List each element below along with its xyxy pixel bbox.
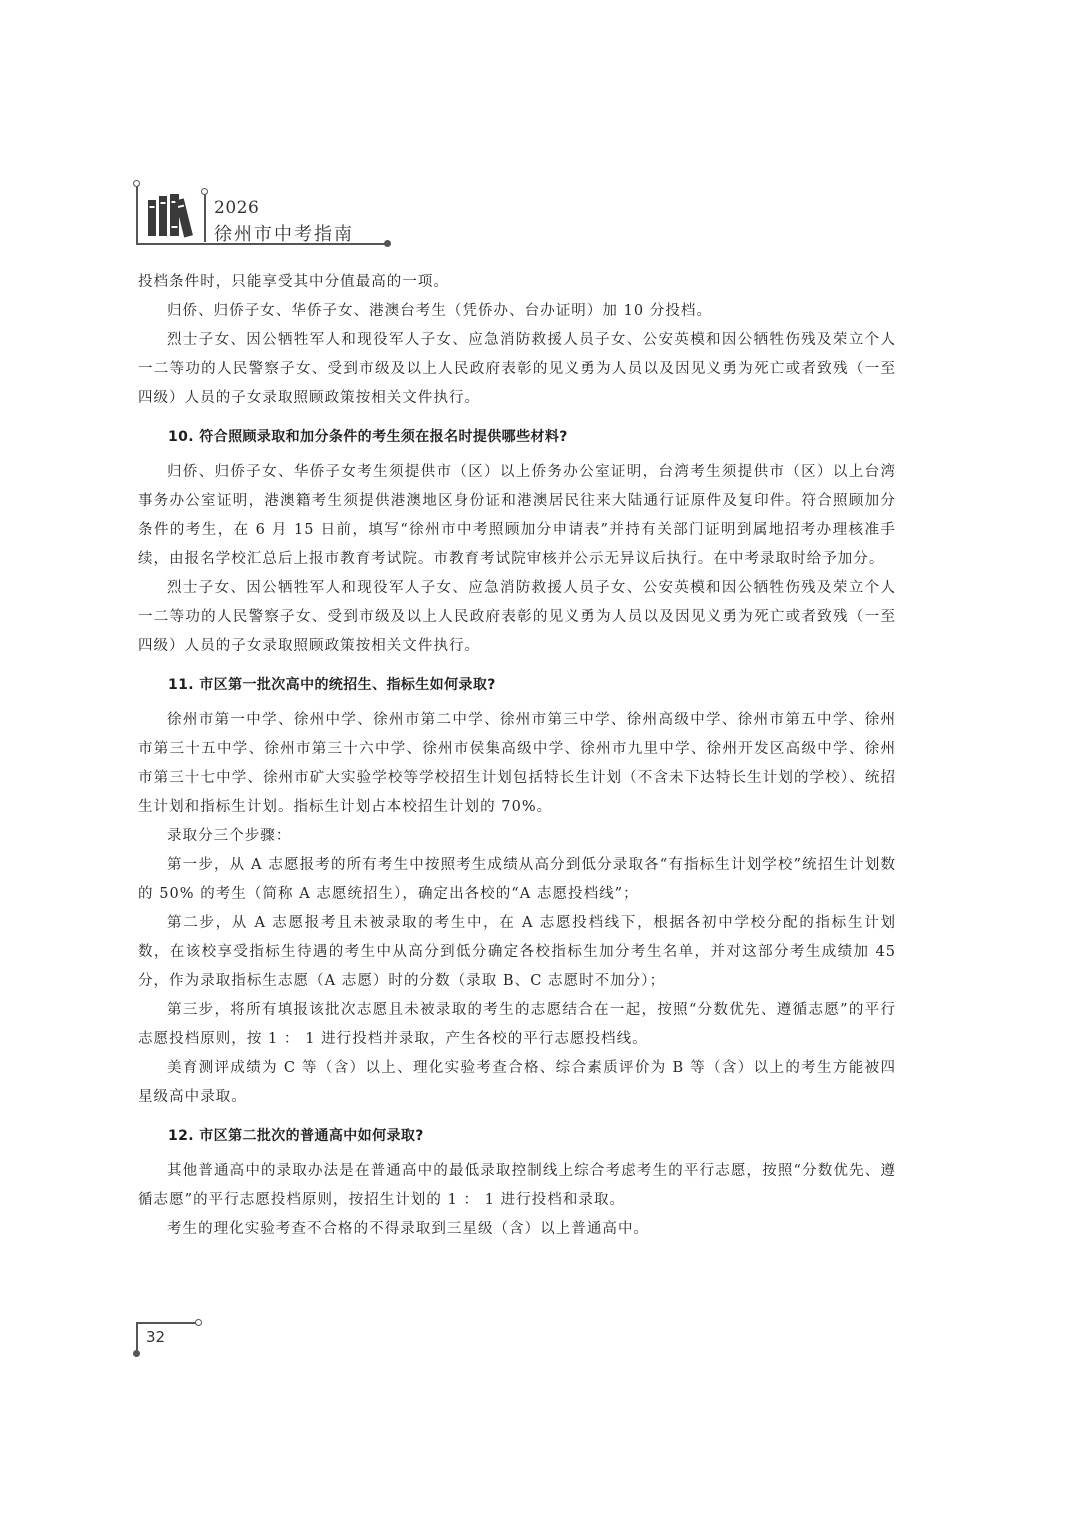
header-divider [204,192,206,242]
header-year: 2026 [214,198,260,218]
question-heading-10: 10. 符合照顾录取和加分条件的考生须在报名时提供哪些材料? [168,429,568,445]
paragraph: 归侨、归侨子女、华侨子女、港澳台考生（凭侨办、台办证明）加 10 分投档。 [167,303,713,319]
page-header [132,178,392,248]
page-number: 32 [146,1328,166,1346]
footer-top-rule [136,1322,198,1324]
paragraph: 徐州市第一中学、徐州中学、徐州市第二中学、徐州市第三中学、徐州高级中学、徐州市第五中学、徐州市第三十五中学、徐州市第三十六中学、徐州市侯集高级中学、徐州市九里中学、徐州开发区高级中学、徐州市第三十七中学、徐州市矿大实验学校等学校招生计划包括特长生计划（不含未下达特长生计划的学校）、统招生计划和指标生计划。指标生计划占本校招生计划的 70%。 [138,712,896,815]
paragraph: 录取分三个步骤： [167,828,292,844]
books-icon [146,192,200,238]
header-left-rule [136,184,138,244]
paragraph: 投档条件时，只能享受其中分值最高的一项。 [138,274,449,290]
paragraph: 考生的理化实验考查不合格的不得录取到三星级（含）以上普通高中。 [167,1221,650,1237]
footer-left-rule [136,1322,138,1352]
paragraph: 归侨、归侨子女、华侨子女考生须提供市（区）以上侨务办公室证明，台湾考生须提供市（区）以上台湾事务办公室证明，港澳籍考生须提供港澳地区身份证和港澳居民往来大陆通行证原件及复印件。符合照顾加分条件的考生，在 6 月 15 日前，填写“徐州市中考照顾加分申请表”并持有关部门证明到属地招考办理核准手续，由报名学校汇总后上报市教育考试院。市教育考试院审核并公示无异议后执行。在中考录取时给予加分。 [138,464,896,567]
page-body [138,268,896,1244]
question-heading-11: 11. 市区第一批次高中的统招生、指标生如何录取? [168,677,496,693]
header-dot-end [384,240,391,247]
footer-dot-bottom [133,1350,140,1357]
paragraph: 美育测评成绩为 C 等（含）以上、理化实验考查合格、综合素质评价为 B 等（含）以上的考生方能被四星级高中录取。 [138,1060,896,1105]
paragraph: 其他普通高中的录取办法是在普通高中的最低录取控制线上综合考虑考生的平行志愿，按照“分数优先、遵循志愿”的平行志愿投档原则，按招生计划的 1 ： 1 进行投档和录取。 [138,1163,896,1208]
header-title: 徐州市中考指南 [214,224,354,245]
paragraph: 烈士子女、因公牺牲军人和现役军人子女、应急消防救援人员子女、公安英模和因公牺牲伤残及荣立个人一二等功的人民警察子女、受到市级及以上人民政府表彰的见义勇为人员以及因见义勇为死亡或者致残（一至四级）人员的子女录取照顾政策按相关文件执行。 [138,580,896,654]
paragraph: 第一步，从 A 志愿报考的所有考生中按照考生成绩从高分到低分录取各“有指标生计划学校”统招生计划数的 50% 的考生（简称 A 志愿统招生），确定出各校的“A 志愿投档线”； [138,857,896,902]
header-dot-top [133,180,140,187]
page-footer [132,1318,212,1358]
paragraph: 第二步，从 A 志愿报考且未被录取的考生中，在 A 志愿投档线下，根据各初中学校分配的指标生计划数，在该校享受指标生待遇的考生中从高分到低分确定各校指标生加分考生名单，并对这部分考生成绩加 45 分，作为录取指标生志愿（A 志愿）时的分数（录取 B、C 志愿时不加分）； [138,915,896,989]
question-heading-12: 12. 市区第二批次的普通高中如何录取? [168,1128,424,1144]
paragraph: 烈士子女、因公牺牲军人和现役军人子女、应急消防救援人员子女、公安英模和因公牺牲伤残及荣立个人一二等功的人民警察子女、受到市级及以上人民政府表彰的见义勇为人员以及因见义勇为死亡或者致残（一至四级）人员的子女录取照顾政策按相关文件执行。 [138,332,896,406]
header-dot-divider [201,188,208,195]
paragraph: 第三步，将所有填报该批次志愿且未被录取的考生的志愿结合在一起，按照“分数优先、遵循志愿”的平行志愿投档原则，按 1 ： 1 进行投档并录取，产生各校的平行志愿投档线。 [138,1002,896,1047]
footer-dot-top [195,1319,202,1326]
